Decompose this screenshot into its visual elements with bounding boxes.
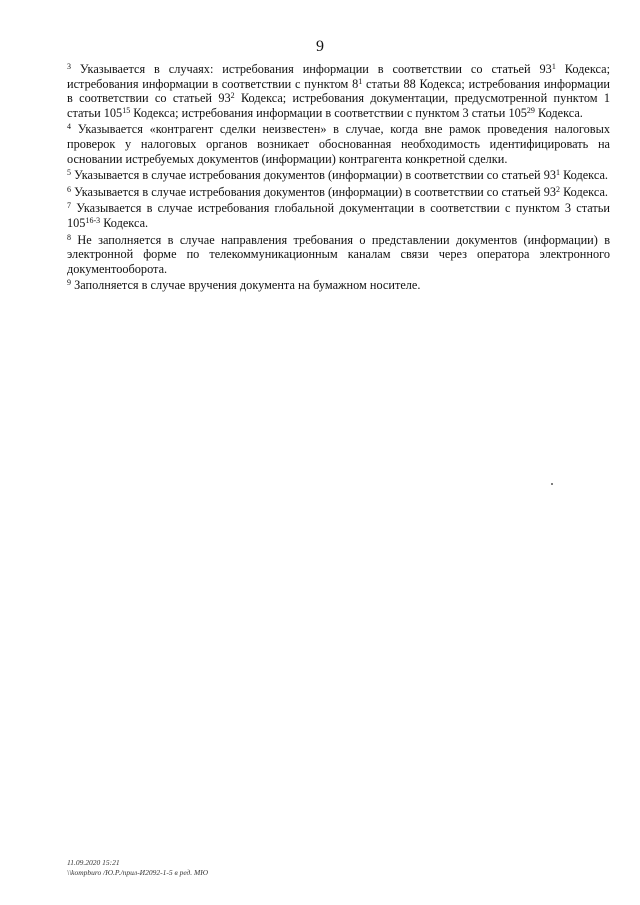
footnote-8 — [67, 233, 610, 277]
footnote-text: Кодекса; истребования информации в соответствии с пунктом 3 статьи 105 — [130, 105, 527, 120]
footnote-mark: 3 — [67, 62, 71, 71]
superscript: 1 — [556, 168, 560, 178]
footnote-text: Заполняется в случае вручения документа на бумажном носителе. — [71, 278, 421, 293]
footnote-text: Указывается в случае истребования документов (информации) в соответствии со статьей 93 — [71, 168, 556, 183]
footnote-text: Указывается в случае истребования глобальной документации в соответствии с пунктом 3 статьи 105 — [67, 201, 610, 230]
page-footer — [67, 858, 208, 877]
superscript: 2 — [230, 91, 235, 101]
superscript: 1 — [358, 76, 363, 86]
footer-file-path: \\kompburo /Ю.Р./прил-И2092-1-5 в ред. МЮ — [67, 867, 209, 877]
superscript: 2 — [556, 184, 560, 194]
footnote-5 — [67, 168, 610, 183]
footnote-text: Указывается «контрагент сделки неизвестен» в случае, когда вне рамок проведения налоговых проверок у налоговых органов возникает обоснованная необходимость идентифицировать на основании истребуемых документов (информации) контрагента конкретной сделки. — [67, 122, 610, 166]
footnotes — [67, 62, 610, 295]
footnote-4 — [67, 122, 610, 166]
scan-speck — [551, 483, 553, 485]
footnote-mark: 4 — [67, 122, 71, 132]
superscript: 16-3 — [85, 215, 101, 225]
footer-timestamp: 11.09.2020 15:21 — [67, 858, 120, 867]
footnote-mark: 8 — [67, 232, 71, 242]
footnote-6 — [67, 185, 610, 200]
footnote-3 — [67, 62, 610, 120]
footnote-text: Указывается в случае истребования документов (информации) в соответствии со статьей 93 — [71, 184, 556, 199]
footnote-7 — [67, 201, 610, 230]
footnote-text: статьи 88 Кодекса; истребования информации в соответствии со статьей 93 — [67, 76, 610, 106]
footnote-text: Кодекса; истребования документации, предусмотренной пунктом 1 статьи 105 — [67, 91, 610, 120]
footnote-text: Не заполняется в случае направления требования о представлении документов (информации) в электронной форме по телекоммуникационным каналам связи через оператора электронного документооборота. — [67, 232, 610, 276]
page-number: 9 — [316, 38, 324, 55]
footnote-mark: 9 — [67, 278, 71, 288]
footnote-text: Кодекса. — [534, 105, 583, 120]
footnote-mark: 6 — [67, 184, 71, 194]
footnote-text: Кодекса. — [100, 215, 149, 230]
footnote-mark: 7 — [67, 201, 71, 211]
superscript: 15 — [122, 105, 131, 115]
superscript: 29 — [526, 105, 535, 115]
footnote-mark: 5 — [67, 168, 71, 178]
footnote-text: Кодекса. — [560, 168, 608, 183]
footnote-text: Кодекса; истребования информации в соответствии с пунктом 8 — [67, 62, 611, 91]
footnote-9 — [67, 278, 610, 293]
superscript: 1 — [551, 62, 556, 71]
footnote-text: Указывается в случаях: истребования информации в соответствии со статьей 93 — [71, 62, 552, 76]
footnote-text: Кодекса. — [560, 184, 608, 199]
